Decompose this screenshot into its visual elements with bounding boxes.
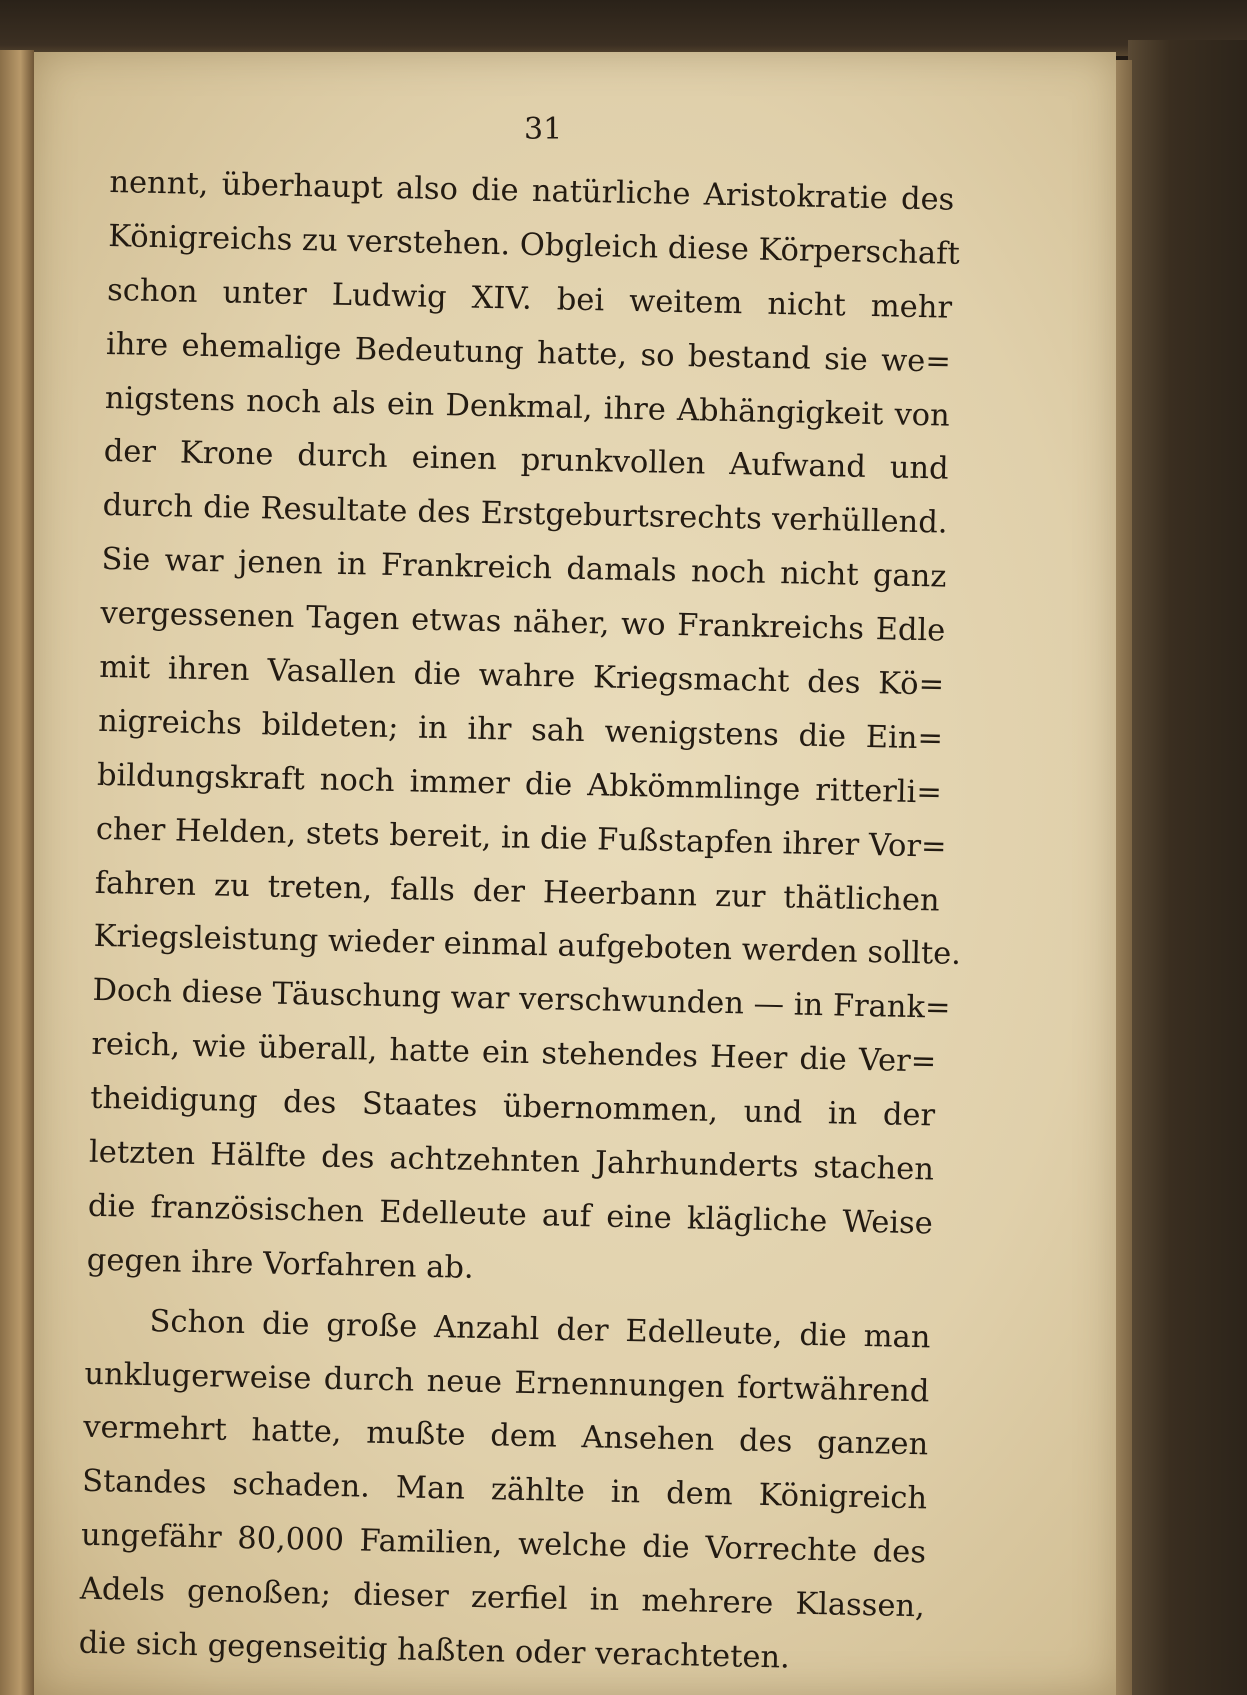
text-line: Königreichs zu verstehen. Obgleich diese Körperschaft — [107, 218, 961, 272]
page-number: 31 — [524, 112, 563, 147]
text-line: bildungskraft noch immer die Abkömmlinge ritterli= — [96, 757, 943, 811]
text-line: Sie war jenen in Frankreich damals noch nicht ganz — [101, 542, 947, 595]
text-line: unklugerweise durch neue Ernennungen fortwährend — [84, 1356, 930, 1410]
text-line: mit ihren Vasallen die wahre Kriegsmacht des Kö= — [98, 649, 945, 703]
text-line: vergessenen Tagen etwas näher, wo Frankreichs Edle — [100, 596, 946, 649]
text-line: nigreichs bildeten; in ihr sah wenigstens die Ein= — [97, 703, 944, 757]
text-line: Schon die große Anzahl der Edelleute, die man — [149, 1303, 931, 1356]
book-top-edge — [0, 0, 1247, 56]
text-line: nennt, überhaupt also die natürliche Aristokratie des — [109, 164, 955, 218]
book-cover-edge — [1128, 40, 1247, 1695]
text-line: vermehrt hatte, mußte dem Ansehen des ganzen — [82, 1410, 929, 1463]
text-line: theidigung des Staates übernommen, und in der — [89, 1080, 936, 1134]
text-line: cher Helden, stets bereit, in die Fußstapfen ihrer Vor= — [95, 811, 947, 865]
text-line: durch die Resultate des Erstgeburtsrechts verhüllend. — [102, 488, 948, 541]
text-line: Doch diese Täuschung war verschwunden — in Frank= — [92, 973, 951, 1027]
text-line: schon unter Ludwig XIV. bei weitem nicht mehr — [106, 272, 953, 326]
body-text — [78, 156, 962, 1688]
previous-page-edge — [0, 50, 34, 1695]
text-line: Adels genoßen; dieser zerfiel in mehrere Klassen, — [79, 1571, 926, 1625]
text-line: die sich gegenseitig haßten oder verachteten. — [78, 1625, 791, 1676]
text-line: nigstens noch als ein Denkmal, ihre Abhängigkeit von — [104, 380, 951, 434]
text-line: fahren zu treten, falls der Heerbann zur thätlichen — [94, 865, 940, 919]
text-line: Standes schaden. Man zählte in dem Königreich — [81, 1464, 928, 1517]
text-line: gegen ihre Vorfahren ab. — [86, 1242, 475, 1286]
text-line: Kriegsleistung wieder einmal aufgeboten werden sollte. — [93, 919, 962, 973]
text-line: der Krone durch einen prunkvollen Aufwand und — [103, 434, 949, 488]
book-page — [34, 52, 1116, 1695]
text-line: ihre ehemalige Bedeutung hatte, so bestand sie we= — [105, 326, 952, 380]
text-line: ungefähr 80,000 Familien, welche die Vorrechte des — [80, 1517, 927, 1571]
text-line: letzten Hälfte des achtzehnten Jahrhunderts stachen — [88, 1134, 935, 1188]
text-line: die französischen Edelleute auf eine klägliche Weise — [87, 1188, 934, 1242]
text-line: reich, wie überall, hatte ein stehendes Heer die Ver= — [91, 1027, 937, 1080]
